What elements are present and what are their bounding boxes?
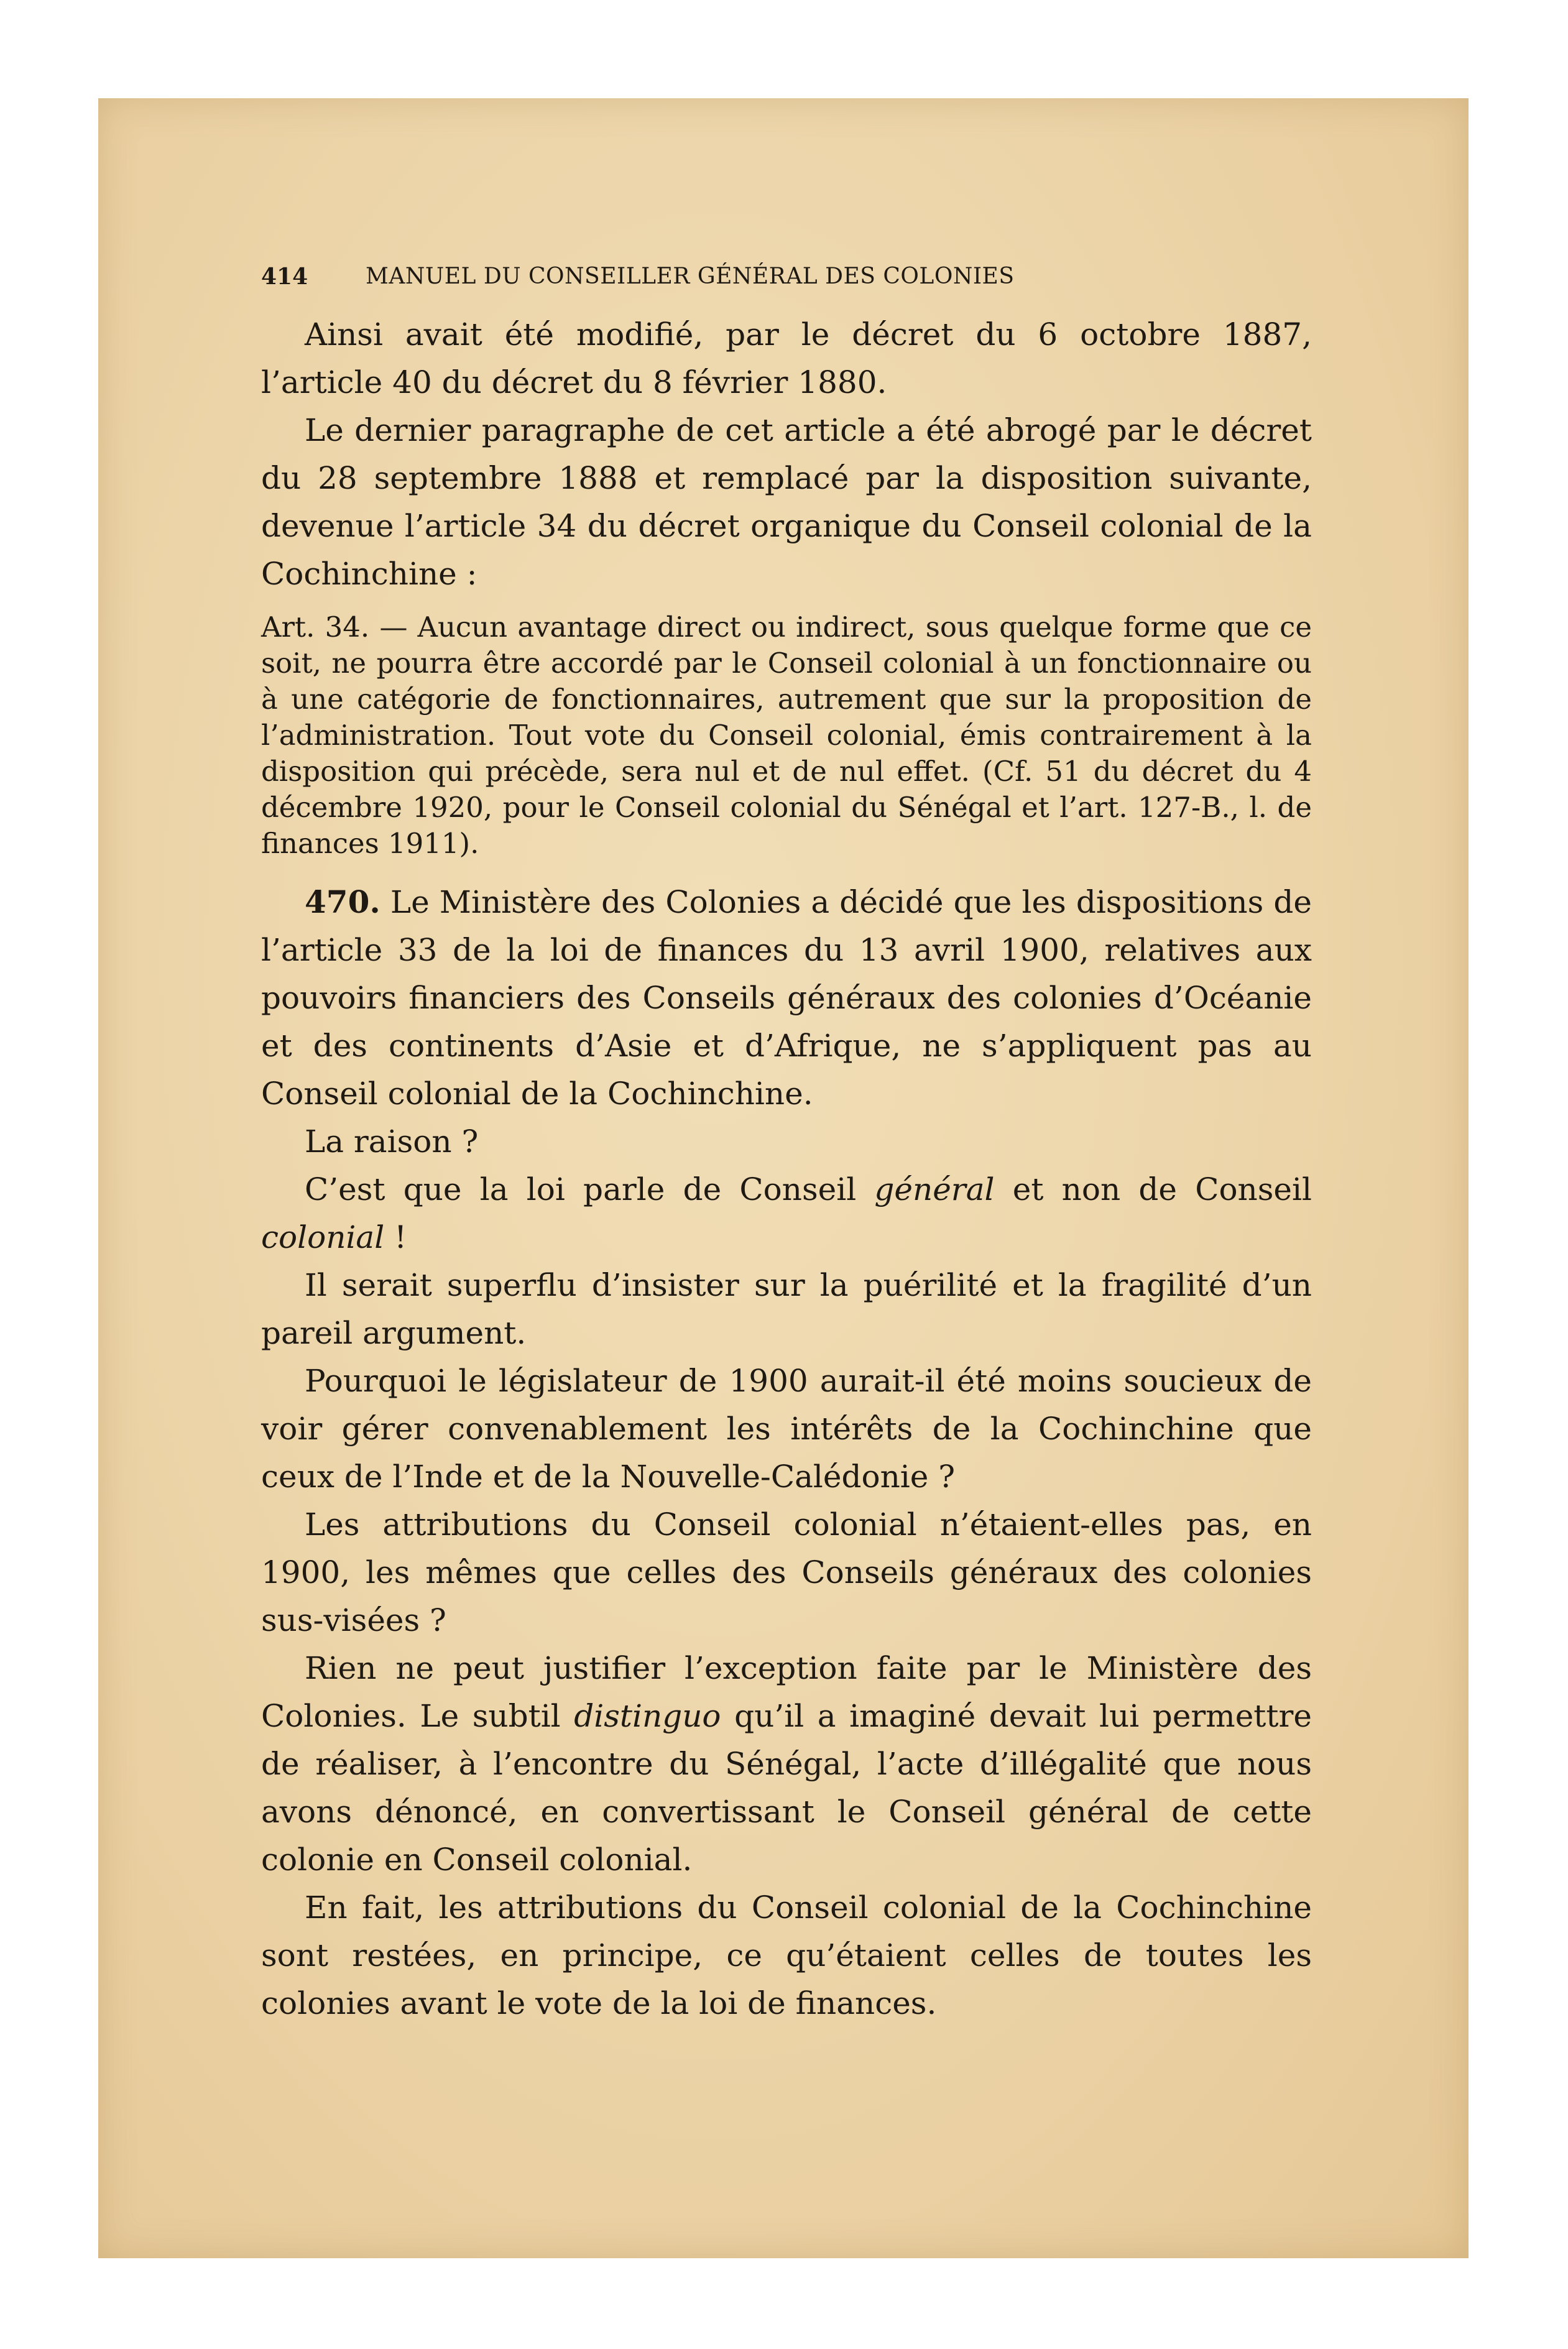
paragraph-pourquoi: Pourquoi le législateur de 1900 aurait-il été moins soucieux de voir gérer convenablement les intérêts de la Cochinchine que ceux de l’Inde et de la Nouvelle-Calédonie ? xyxy=(261,1363,1312,1495)
paragraph-en-fait: En fait, les attributions du Conseil colonial de la Cochinchine sont restées, en principe, ce qu’étaient celles de toutes les colonies avant le vote de la loi de finances. xyxy=(261,1890,1312,2021)
paragraph-la-raison: La raison ? xyxy=(305,1124,479,1160)
text-run: C’est que la loi parle de Conseil xyxy=(305,1171,857,1207)
page-text xyxy=(261,255,1312,2028)
quoted-article-34 xyxy=(261,609,1312,862)
running-title: MANUEL DU CONSEILLER GÉNÉRAL DES COLONIES xyxy=(366,264,1015,289)
page-number: 414 xyxy=(261,264,308,290)
text-run: Rien ne peut justifier l’exception faite par le Ministère des Colonies. Le subtil xyxy=(261,1650,1312,1734)
paragraph-dernier-paragraphe: Le dernier paragraphe de cet article a été abrogé par le décret du 28 septembre 1888 et remplacé par la disposition suivante, devenue l’article 34 du décret organique du Conseil colonial de la Cochinchine : xyxy=(261,412,1312,592)
quote-text: Aucun avantage direct ou indirect, sous quelque forme que ce soit, ne pourra être accordé par le Conseil colonial à un fonctionnaire ou à une catégorie de fonctionnaires, autrement que sur la proposition de l’administration. Tout vote du Conseil colonial, émis contrairement à la disposition qui précède, sera nul et de nul effet. (Cf. 51 du décret du 4 décembre 1920, pour le Conseil colonial du Sénégal et l’art. 127-B., l. de finances 1911). xyxy=(261,611,1312,860)
italic-colonial: colonial xyxy=(261,1219,385,1255)
text-run: ! xyxy=(394,1219,407,1255)
quote-label: Art. 34. — xyxy=(261,611,408,644)
italic-general: général xyxy=(874,1171,995,1207)
section-number: 470. xyxy=(305,884,380,920)
text-run: qu’il a imaginé devait lui permettre de réaliser, à l’encontre du Sénégal, l’acte d’illégalité que nous avons dénoncé, en convertissant le Conseil général de cette colonie en Conseil colonial. xyxy=(261,1698,1312,1878)
section-470 xyxy=(261,878,1312,1118)
page-header xyxy=(261,255,1312,298)
text-run: et non de Conseil xyxy=(1012,1171,1312,1207)
italic-distinguo: distinguo xyxy=(574,1698,721,1734)
paragraph-cest-que xyxy=(261,1166,1312,1262)
section-470-text: Le Ministère des Colonies a décidé que les dispositions de l’article 33 de la loi de finances du 13 avril 1900, relatives aux pouvoirs financiers des Conseils généraux des colonies d’Océanie et des continents d’Asie et d’Afrique, ne s’appliquent pas au Conseil colonial de la Cochinchine. xyxy=(261,884,1312,1112)
paragraph-attributions: Les attributions du Conseil colonial n’étaient-elles pas, en 1900, les mêmes que celles des Conseils généraux des colonies sus-visées ? xyxy=(261,1507,1312,1638)
paragraph-rien xyxy=(261,1645,1312,1884)
paragraph-superflu: Il serait superflu d’insister sur la puérilité et la fragilité d’un pareil argument. xyxy=(261,1267,1312,1351)
paragraph-modification: Ainsi avait été modifié, par le décret du 6 octobre 1887, l’article 40 du décret du 8 février 1880. xyxy=(261,316,1312,400)
